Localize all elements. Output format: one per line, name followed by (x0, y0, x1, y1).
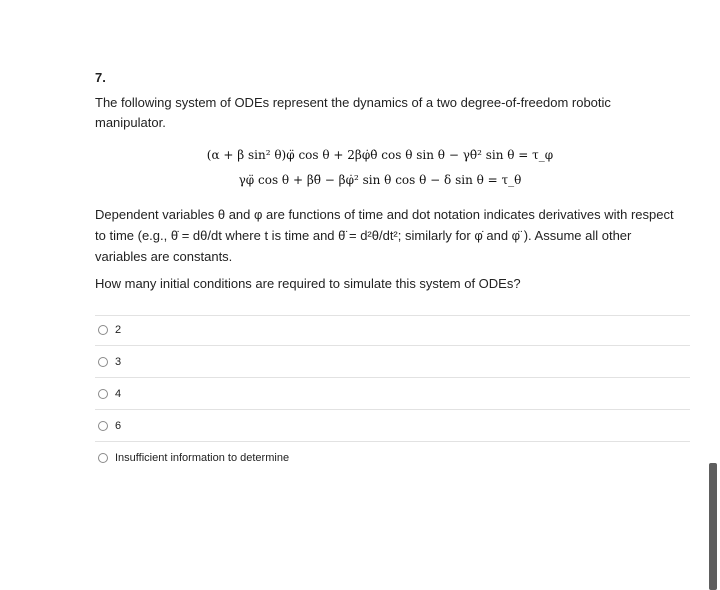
question-number: 7. (95, 70, 106, 85)
options-divider (95, 345, 690, 346)
answer-option-4[interactable] (98, 385, 121, 403)
scrollbar[interactable] (709, 463, 717, 590)
options-divider (95, 377, 690, 378)
equation-1: (α + β sin² θ)φ̈ cos θ + 2βφ̇θ̇ cos θ sin θ − γθ̇² sin θ = τ_φ (206, 148, 554, 162)
answer-option-label: 4 (115, 388, 122, 400)
equation-2: γφ̈ cos θ + βθ̈ − βφ̇² sin θ cos θ − δ sin θ = τ_θ (238, 173, 522, 187)
answer-option-label: 3 (115, 356, 122, 368)
question-description: Dependent variables θ and φ are functions of time and dot notation indicates derivatives with respect to time (e.g., θ̇ = dθ/dt where t is time and θ̈ = d²θ/dt²; similarly for φ̇ and φ̈ ). Assume all other variables are constants. (95, 207, 674, 264)
radio-button[interactable] (98, 357, 108, 367)
answer-option-label: 6 (115, 420, 122, 432)
radio-button[interactable] (98, 325, 108, 335)
answer-option-6[interactable] (98, 417, 121, 435)
answer-option-insufficient[interactable] (98, 449, 289, 467)
answer-option-3[interactable] (98, 353, 121, 371)
options-divider (95, 409, 690, 410)
radio-button[interactable] (98, 421, 108, 431)
radio-button[interactable] (98, 453, 108, 463)
radio-button[interactable] (98, 389, 108, 399)
question-intro: The following system of ODEs represent the dynamics of a two degree-of-freedom robotic manipulator. (95, 95, 611, 130)
options-divider (95, 315, 690, 316)
options-divider (95, 441, 690, 442)
answer-option-2[interactable] (98, 321, 121, 339)
question-prompt: How many initial conditions are required to simulate this system of ODEs? (95, 276, 521, 291)
answer-option-label: 2 (115, 324, 122, 336)
answer-option-label: Insufficient information to determine (115, 452, 290, 464)
